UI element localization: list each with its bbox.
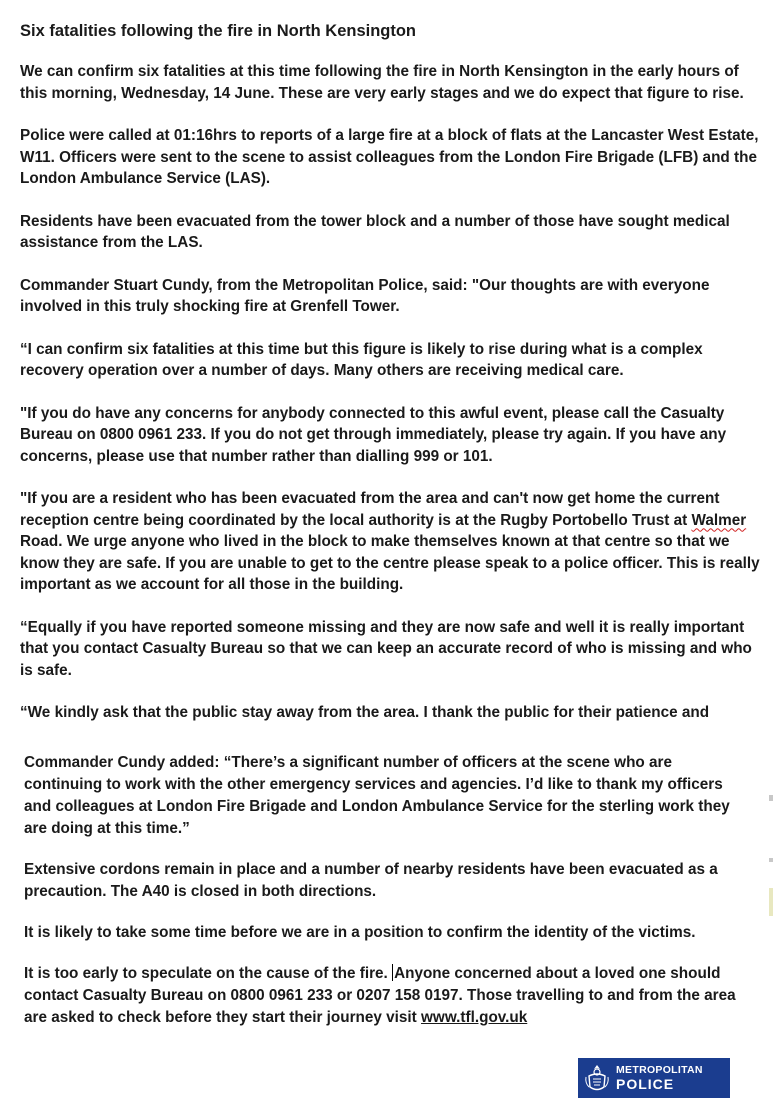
paragraph-identity-victims: It is likely to take some time before we are in a position to confirm the identity of the victims.	[24, 924, 696, 941]
paragraph-reported-missing: “Equally if you have reported someone missing and they are now safe and well it is really important that you contact Casualty Bureau so that we can keep an accurate record of who is missing and who is safe.	[20, 618, 752, 679]
logo-wordmark	[616, 1064, 703, 1092]
edge-artifact	[769, 888, 773, 916]
paragraph-cause-of-fire	[24, 963, 754, 1029]
crest-icon	[578, 1058, 616, 1098]
paragraph-confirm-fatalities: We can confirm six fatalities at this time following the fire in North Kensington in the early hours of this morning, Wednesday, 14 June. These are very early stages and we do expect that figure to rise.	[20, 63, 744, 102]
reception-text-start: "If you are a resident who has been evacuated from the area and can't now get home the current reception centre being coordinated by the local authority is at the Rugby Portobello Trust at	[20, 490, 720, 529]
cause-text: It is too early to speculate on the cause of the fire.	[24, 965, 393, 982]
edge-artifact	[769, 795, 773, 801]
paragraph-cordons: Extensive cordons remain in place and a number of nearby residents have been evacuated as a precaution. The A40 is closed in both directions.	[24, 861, 718, 900]
document-upper	[20, 20, 765, 724]
paragraph-commander-statement: Commander Stuart Cundy, from the Metropolitan Police, said: "Our thoughts are with everyone involved in this truly shocking fire at Grenfell Tower.	[20, 276, 710, 315]
paragraph-casualty-bureau: "If you do have any concerns for anybody connected to this awful event, please call the Casualty Bureau on 0800 0961 233. If you do not get through immediately, please try again. If you have any concerns, please use that number rather than dialling 999 or 101.	[20, 404, 727, 465]
text-cursor	[392, 964, 393, 981]
paragraph-commander-added: Commander Cundy added: “There’s a significant number of officers at the scene who are continuing to work with the other emergency services and agencies. I’d like to thank my officers and colleagues at London Fire Brigade and London Ambulance Service for the sterling work they are doing at this time.”	[24, 754, 730, 837]
paragraph-residents-evacuated: Residents have been evacuated from the tower block and a number of those have sought medical assistance from the LAS.	[20, 212, 730, 251]
reception-text-end: Road. We urge anyone who lived in the block to make themselves known at that centre so that we know they are safe. If you are unable to get to the centre please speak to a police officer. This is really important as we account for all those in the building.	[20, 533, 760, 593]
paragraph-reception-centre	[20, 488, 765, 596]
paragraph-six-fatalities-quote: “I can confirm six fatalities at this time but this figure is likely to rise during what is a complex recovery operation over a number of days. Many others are receiving medical care.	[20, 340, 703, 379]
edge-artifact	[769, 858, 773, 862]
logo-line-2: POLICE	[616, 1076, 675, 1092]
document-lower	[24, 752, 754, 1048]
metropolitan-police-logo	[578, 1058, 730, 1098]
spellcheck-flagged-word[interactable]: Walmer	[691, 511, 747, 529]
document-title: Six fatalities following the fire in North Kensington	[20, 22, 417, 40]
paragraph-police-called: Police were called at 01:16hrs to reports of a large fire at a block of flats at the Lancaster West Estate, W11. Officers were sent to the scene to assist colleagues from the London Fire Brigade (LFB) and the London Ambulance Service (LAS).	[20, 127, 759, 187]
logo-line-1: METROPOLITAN	[616, 1064, 703, 1076]
paragraph-stay-away-cut: “We kindly ask that the public stay away from the area. I thank the public for their patience and	[20, 704, 710, 721]
concerned-text: Anyone concerned about a loved one should contact Casualty Bureau on 0800 0961 233 or 0207 158 0197. Those travelling to and from the area are asked to check before they start their journey visit	[24, 965, 736, 1026]
tfl-link[interactable]: www.tfl.gov.uk	[421, 1009, 528, 1026]
